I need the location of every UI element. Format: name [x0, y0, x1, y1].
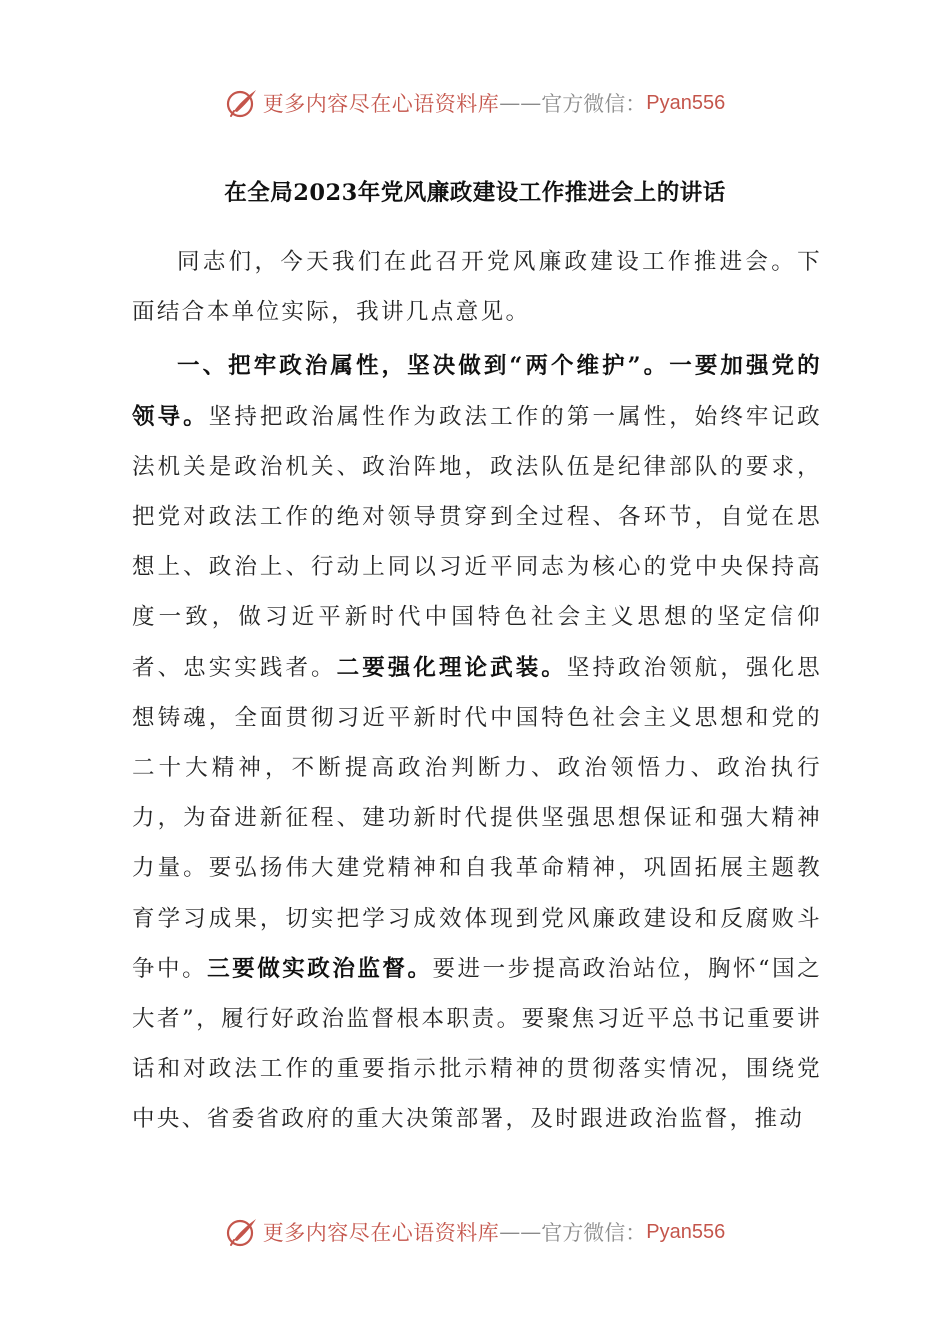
watermark-wechat-label: 官方微信：	[541, 1221, 647, 1245]
intro-paragraph: 同志们，今天我们在此召开党风廉政建设工作推进会。下面结合本单位实际，我讲几点意见。	[132, 249, 822, 326]
point-1-heading: 一要加强党的领导。	[132, 353, 822, 430]
quill-pen-logo-icon	[225, 86, 259, 120]
document-body	[132, 237, 822, 1145]
watermark-library-text: 更多内容尽在心语资料库	[262, 1221, 500, 1245]
watermark-separator: ——	[499, 1220, 542, 1244]
watermark-banner-top	[0, 83, 950, 123]
point-3-text: 要进一步提高政治站位，胸怀“国之大者”，履行好政治监督根本职责。要聚焦习近平总书记重要讲话和对政法工作的重要指示批示精神的贯彻落实情况，围绕党中央、省委省政府的重大决策部署，及时跟进政治监督，推动	[132, 955, 823, 1133]
watermark-wechat-label: 官方微信：	[541, 92, 647, 116]
watermark-wechat-id: Pyan556	[646, 91, 726, 114]
watermark-library-text: 更多内容尽在心语资料库	[262, 92, 500, 116]
point-2-text: 坚持政治领航，强化思想铸魂，全面贯彻习近平新时代中国特色社会主义思想和党的二十大精神，不断提高政治判断力、政治领悟力、政治执行力，为奋进新征程、建功新时代提供坚强思想保证和强大精神力量。要弘扬伟大建党精神和自我革命精神，巩固拓展主题教育学习成果，切实把学习成效体现到党风廉政建设和反腐败斗争中。	[132, 654, 822, 982]
watermark-wechat-id: Pyan556	[646, 1220, 726, 1243]
document-title: 在全局2023年党风廉政建设工作推进会上的讲话	[224, 180, 726, 206]
quill-pen-logo-icon	[225, 1215, 259, 1249]
point-3-heading: 三要做实政治监督。	[207, 955, 433, 982]
watermark-banner-bottom	[0, 1212, 950, 1252]
watermark-separator: ——	[499, 91, 542, 115]
point-1-text: 坚持把政治属性作为政法工作的第一属性，始终牢记政法机关是政治机关、政治阵地，政法队伍是纪律部队的要求，把党对政法工作的绝对领导贯穿到全过程、各环节，自觉在思想上、政治上、行动上同以习近平同志为核心的党中央保持高度一致，做习近平新时代中国特色社会主义思想的坚定信仰者、忠实实践者。	[132, 403, 822, 681]
point-2-heading: 二要强化理论武装。	[336, 654, 567, 681]
section-1-heading: 一、把牢政治属性，坚决做到“两个维护”。	[177, 353, 670, 380]
section-1-paragraph	[132, 341, 822, 1144]
